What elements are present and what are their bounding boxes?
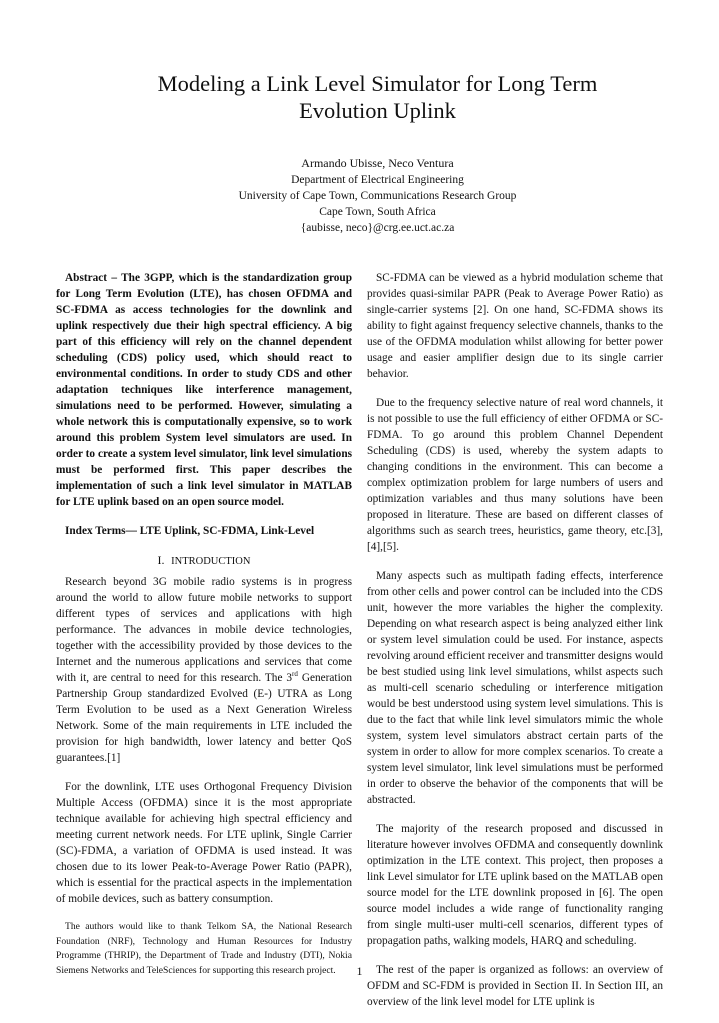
right-paragraph-1: SC-FDMA can be viewed as a hybrid modulation scheme that provides quasi-similar PAPR (Peak to Average Power Ratio) as single-carrier systems [2]. On one hand, SC-FDMA shows its ability to fight against frequency selective channels, thanks to the use of the OFDMA modulation whilst allowing for better power usage and easier amplifier design due to its single carrier behavior. — [367, 272, 663, 380]
author-names: Armando Ubisse, Neco Ventura — [301, 156, 454, 170]
affiliation-department: Department of Electrical Engineering — [291, 174, 464, 186]
intro-p1-text-b: Generation Partnership Group standardized Evolved (E-) UTRA as Long Term Evolution to be used as a Next Generation Wireless Network. Some of the main requirements in LTE included the provision for high bandwidth, lower latency and better QoS guarantees.[1] — [56, 672, 353, 764]
intro-p1-superscript: rd — [292, 670, 298, 679]
right-column — [367, 270, 663, 1023]
left-column — [56, 270, 352, 978]
right-paragraph-5: The rest of the paper is organized as follows: an overview of OFDM and SC-FDM is provided in Section II. In Section III, an overview of the link level model for LTE uplink is — [367, 964, 663, 1008]
right-paragraph-2: Due to the frequency selective nature of real word channels, it is not possible to use the full efficiency of either OFDMA or SC-FDMA. To go around this problem Channel Dependent Scheduling (CDS) is used, whereby the system adapts to changing conditions in the environment. This can become a complex optimization problem for large numbers of users and optimization variables and thus many solutions have been proposed in literature. These are based on different classes of algorithms such as search trees, heuristics, game theory, etc.[3],[4],[5]. — [367, 397, 663, 553]
affiliation-location: Cape Town, South Africa — [319, 206, 436, 218]
author-block — [120, 155, 635, 236]
intro-paragraph-1 — [56, 574, 352, 766]
page-number: 1 — [356, 964, 363, 978]
section-title: INTRODUCTION — [171, 556, 251, 567]
right-paragraph-4: The majority of the research proposed and discussed in literature however involves OFDMA and consequently downlink optimization in the LTE context. This project, then proposes a link Level simulator for LTE uplink based on the MATLAB open source model for the LTE downlink proposed in [6]. The open source model includes a wide range of functionality ranging from single multi-user multi-cell scenarios, different types of propagation paths, walking models, HARQ and scheduling. — [367, 823, 663, 947]
section-number: I. — [157, 553, 165, 567]
right-paragraph-3: Many aspects such as multipath fading effects, interference from other cells and power control can be included into the CDS unit, however the more variables the higher the complexity. Depending on what research aspect is being analyzed either link or system level simulation could be used. For instance, aspects revolving around efficient receiver and transmitter designs would be best studied using link level simulations, whilst aspects such as multi-cell scenario scheduling or interference mitigation would be best understood using system level simulations. This is due to the fact that while link level simulators mimic the whole system, system level simulators abstract certain parts of the system in order to allow for more complex scenarios. To create a system level simulator, link level simulations must be performed in order to observe the behavior of the components that will be abstracted. — [367, 570, 663, 806]
affiliation-university: University of Cape Town, Communications Research Group — [238, 190, 517, 202]
affiliation-email: {aubisse, neco}@crg.ee.uct.ac.za — [300, 222, 455, 234]
index-terms: Index Terms— LTE Uplink, SC-FDMA, Link-Level — [65, 525, 315, 537]
paper-title: Modeling a Link Level Simulator for Long Term Evolution Uplink — [157, 71, 598, 123]
intro-paragraph-2: For the downlink, LTE uses Orthogonal Frequency Division Multiple Access (OFDMA) since it is the most appropriate technique available for achieving high spectral efficiency and meeting current network needs. For LTE uplink, Single Carrier (SC)-FDMA, a variation of OFDMA is used instead. It was chosen due to its lower Peak-to-Average Power Ratio (PAPR), which is essential for the practical aspects in the implementation of mobile devices, such as battery consumption. — [56, 781, 352, 905]
acknowledgement-footnote: The authors would like to thank Telkom SA, the National Research Foundation (NRF), Technology and Human Resources for Industry Programme (THRIP), the Department of Trade and Industry (DTI), Nokia Siemens Networks and TeleSciences for supporting this research project. — [56, 921, 352, 976]
abstract: Abstract – The 3GPP, which is the standardization group for Long Term Evolution (LTE), has chosen OFDMA and SC-FDMA as access technologies for the downlink and uplink respectively due their high spectral efficiency. A big part of this efficiency will rely on the channel dependent scheduling (CDS) policy used, which should react to environmental conditions. In order to study CDS and other adaptation techniques like interference management, simulations need to be performed. However, simulating a whole network this is computationally expensive, so to work around this problem System level simulators are used. In order to create a system level simulator, link level simulations must be performed first. This paper describes the implementation of such a link level simulator in MATLAB for LTE uplink based on an open source model. — [56, 272, 352, 508]
section-heading-introduction — [56, 552, 352, 570]
intro-p1-text-a: Research beyond 3G mobile radio systems is in progress around the world to allow future mobile networks to support different types of services and applications with high performance. The advances in mobile device technologies, together with the accessibility provided by those devices to the Internet and the numerous applications and services that come with it, are central to need for this research. The 3 — [56, 576, 352, 684]
